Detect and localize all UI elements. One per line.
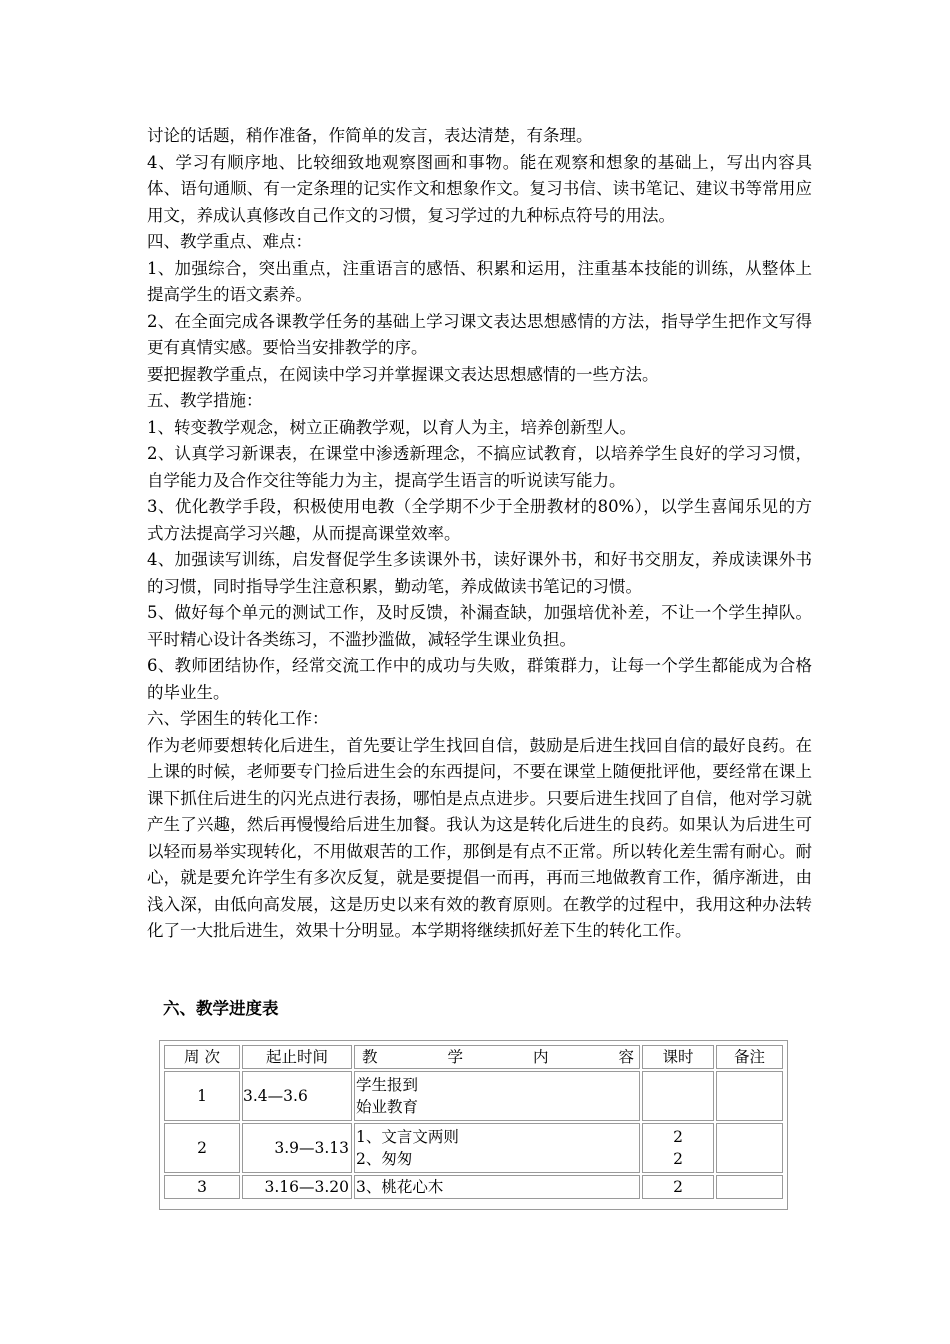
paragraph: 4、学习有顺序地、比较细致地观察图画和事物。能在观察和想象的基础上，写出内容具体、语句通顺、有一定条理的记实作文和想象作文。复习书信、读书笔记、建议书等常用应用文，养成认真修改自己作文的习惯，复习学过的九种标点符号的用法。 <box>147 152 812 225</box>
header-note: 备注 <box>716 1045 783 1069</box>
paragraph: 2、认真学习新课表，在课堂中渗透新理念，不搞应试教育，以培养学生良好的学习习惯，自学能力及合作交往等能力为主，提高学生语言的听说读写能力。 <box>147 444 812 490</box>
content-line: 始业教育 <box>356 1098 419 1116</box>
paragraph: 5、做好每个单元的测试工作，及时反馈，补漏查缺，加强培优补差，不让一个学生掉队。平时精心设计各类练习，不滥抄滥做，减轻学生课业负担。 <box>147 603 812 649</box>
section-heading: 六、学困生的转化工作： <box>147 709 329 728</box>
cell-date: 3.16—3.20 <box>242 1175 352 1199</box>
paragraph: 1、加强综合，突出重点，注重语言的感悟、积累和运用，注重基本技能的训练，从整体上提高学生的语文素养。 <box>147 258 812 304</box>
paragraph: 3、优化教学手段，积极使用电教（全学期不少于全册教材的80%），以学生喜闻乐见的方式方法提高学习兴趣，从而提高课堂效率。 <box>147 497 812 543</box>
content-line: 学生报到 <box>356 1076 419 1094</box>
paragraph: 讨论的话题，稍作准备，作简单的发言，表达清楚，有条理。 <box>147 126 593 145</box>
section-heading: 四、教学重点、难点： <box>147 232 312 251</box>
header-week: 周 次 <box>164 1045 240 1069</box>
cell-week: 1 <box>164 1071 240 1121</box>
table-row <box>164 1123 783 1173</box>
cell-date: 3.4—3.6 <box>242 1071 352 1121</box>
cell-note <box>716 1175 783 1199</box>
schedule-table <box>162 1043 785 1201</box>
cell-note <box>716 1123 783 1173</box>
paragraph: 2、在全面完成各课教学任务的基础上学习课文表达思想感情的方法，指导学生把作文写得更有真情实感。要恰当安排教学的序。 <box>147 311 812 357</box>
header-date: 起止时间 <box>242 1045 352 1069</box>
cell-date: 3.9—3.13 <box>242 1123 352 1173</box>
header-content: 教 学 内 容 <box>354 1045 640 1069</box>
cell-week: 3 <box>164 1175 240 1199</box>
cell-hours: 2 2 <box>642 1123 714 1173</box>
paragraph: 1、转变教学观念，树立正确教学观，以育人为主，培养创新型人。 <box>147 417 636 437</box>
table-row <box>164 1175 783 1199</box>
paragraph: 要把握教学重点，在阅读中学习并掌握课文表达思想感情的一些方法。 <box>147 364 659 384</box>
document-body <box>147 123 812 945</box>
cell-hours <box>642 1071 714 1121</box>
table-header-row <box>164 1045 783 1069</box>
content-line: 2、匆匆 <box>356 1150 413 1168</box>
cell-hours: 2 <box>642 1175 714 1199</box>
schedule-table-frame <box>159 1040 788 1210</box>
paragraph: 6、教师团结协作，经常交流工作中的成功与失败，群策群力，让每一个学生都能成为合格的毕业生。 <box>147 656 812 702</box>
cell-week: 2 <box>164 1123 240 1173</box>
section-heading: 五、教学措施： <box>147 391 263 410</box>
cell-content <box>354 1123 640 1173</box>
table-row <box>164 1071 783 1121</box>
cell-note <box>716 1071 783 1121</box>
paragraph: 作为老师要想转化后进生，首先要让学生找回自信，鼓励是后进生找回自信的最好良药。在上课的时候，老师要专门捡后进生会的东西提问，不要在课堂上随便批评他，要经常在课上课下抓住后进生的闪光点进行表扬，哪怕是点点进步。只要后进生找回了自信，他对学习就产生了兴趣，然后再慢慢给后进生加餐。我认为这是转化后进生的良药。如果认为后进生可以轻而易举实现转化，不用做艰苦的工作，那倒是有点不正常。所以转化差生需有耐心。耐心，就是要允许学生有多次反复，就是要提倡一而再，再而三地做教育工作，循序渐进，由浅入深，由低向高发展，这是历史以来有效的教育原则。在教学的过程中，我用这种办法转化了一大批后进生，效果十分明显。本学期将继续抓好差下生的转化工作。 <box>147 735 812 940</box>
cell-content <box>354 1071 640 1121</box>
paragraph: 4、加强读写训练，启发督促学生多读课外书，读好课外书，和好书交朋友，养成读课外书的习惯，同时指导学生注意积累，勤动笔，养成做读书笔记的习惯。 <box>147 550 812 596</box>
header-hours: 课时 <box>642 1045 714 1069</box>
schedule-title: 六、教学进度表 <box>163 999 279 1018</box>
content-line: 1、文言文两则 <box>356 1128 459 1146</box>
cell-content: 3、桃花心木 <box>354 1175 640 1199</box>
